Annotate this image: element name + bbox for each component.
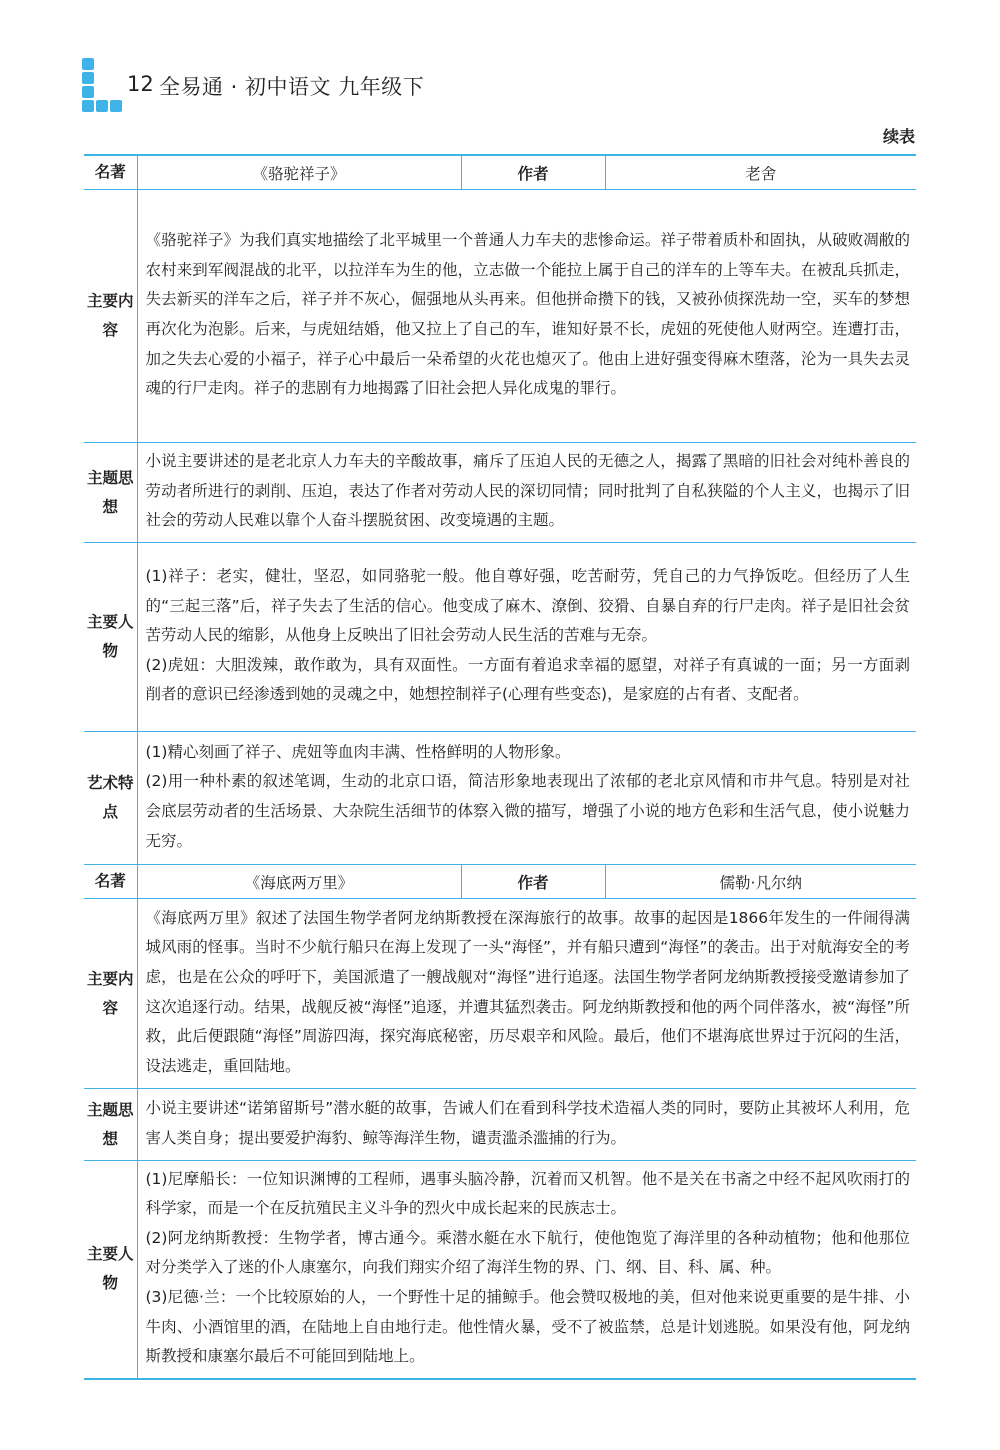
paragraph: 《骆驼祥子》为我们真实地描绘了北平城里一个普通人力车夫的悲惨命运。祥子带着质朴和固执，从破败凋敝的农村来到军阀混战的北平，以拉洋车为生的他，立志做一个能拉上属于自己的洋车的上等车夫。在被乱兵抓走，失去新买的洋车之后，祥子并不灰心，倔强地从头再来。但他拼命攒下的钱，又被孙侦探洗劫一空，买车的梦想再次化为泡影。后来，与虎妞结婚，他又拉上了自己的车，谁知好景不长，虎妞的死使他人财两空。连遭打击，加之失去心爱的小福子，祥子心中最后一朵希望的火花也熄灭了。他由上进好强变得麻木堕落，沦为一具失去灵魂的行尸走肉。祥子的悲剧有力地揭露了旧社会把人异化成鬼的罪行。 [145, 231, 910, 398]
table-row [84, 155, 916, 190]
paragraph: (3)尼德·兰：一个比较原始的人，一个野性十足的捕鲸手。他会赞叹极地的美，但对他来说更重要的是牛排、小牛肉、小酒馆里的酒，在陆地上自由地行走。他性情火暴，受不了被监禁，总是计划逃脱。如果没有他，阿龙纳斯教授和康塞尔最后不可能回到陆地上。 [145, 1288, 910, 1366]
table-row [84, 732, 916, 865]
section-content [137, 1089, 916, 1161]
series-logo-icon [80, 58, 124, 112]
book-title: 《骆驼祥子》 [137, 155, 461, 190]
paragraph: 小说主要讲述的是老北京人力车夫的辛酸故事，痛斥了压迫人民的无德之人，揭露了黑暗的旧社会对纯朴善良的劳动者所进行的剥削、压迫，表达了作者对劳动人民的深切同情；同时批判了自私狭隘的个人主义，也揭示了旧社会的劳动人民难以靠个人奋斗摆脱贫困、改变境遇的主题。 [145, 452, 910, 530]
section-content [137, 1161, 916, 1379]
table-row [84, 443, 916, 543]
paragraph: (2)用一种朴素的叙述笔调，生动的北京口语，简洁形象地表现出了浓郁的老北京风情和市井气息。特别是对社会底层劳动者的生活场景、大杂院生活细节的体察入微的描写，增强了小说的地方色彩和生活气息，使小说魅力无穷。 [145, 772, 910, 850]
paragraph: (1)尼摩船长：一位知识渊博的工程师，遇事头脑冷静，沉着而又机智。他不是关在书斋之中经不起风吹雨打的科学家，而是一个在反抗殖民主义斗争的烈火中成长起来的民族志士。 [145, 1169, 910, 1218]
section-content [137, 899, 916, 1089]
table-row [84, 1089, 916, 1161]
paragraph: (2)虎妞：大胆泼辣，敢作敢为，具有双面性。一方面有着追求幸福的愿望，对祥子有真诚的一面；另一方面剥削者的意识已经渗透到她的灵魂之中，她想控制祥子(心理有些变态)，是家庭的占有者、支配者。 [145, 655, 910, 704]
section-label: 主要人物 [84, 1161, 137, 1379]
continued-label: 续表 [882, 127, 915, 146]
section-content [137, 732, 916, 865]
table-row [84, 543, 916, 732]
table-row [84, 190, 916, 443]
paragraph: 小说主要讲述“诺第留斯号”潜水艇的故事，告诫人们在看到科学技术造福人类的同时，要防止其被坏人利用，危害人类自身；提出要爱护海豹、鲸等海洋生物，谴责滥杀滥捕的行为。 [145, 1098, 910, 1147]
section-label: 主题思想 [84, 443, 137, 543]
name-label: 名著 [84, 865, 137, 899]
paragraph: (2)阿龙纳斯教授：生物学者，博古通今。乘潜水艇在水下航行，使他饱览了海洋里的各种动植物；他和他那位对分类学入了迷的仆人康塞尔，向我们翔实介绍了海洋生物的界、门、纲、目、科、属、种。 [145, 1228, 910, 1277]
paragraph: (1)祥子：老实，健壮，坚忍，如同骆驼一般。他自尊好强，吃苦耐劳，凭自己的力气挣饭吃。但经历了人生的“三起三落”后，祥子失去了生活的信心。他变成了麻木、潦倒、狡猾、自暴自弃的行尸走肉。祥子是旧社会贫苦劳动人民的缩影，从他身上反映出了旧社会劳动人民生活的苦难与无奈。 [145, 567, 910, 645]
paragraph: 《海底两万里》叙述了法国生物学者阿龙纳斯教授在深海旅行的故事。故事的起因是1866年发生的一件闹得满城风雨的怪事。当时不少航行船只在海上发现了一头“海怪”，并有船只遭到“海怪”的袭击。出于对航海安全的考虑，也是在公众的呼吁下，美国派遣了一艘战舰对“海怪”进行追逐。法国生物学者阿龙纳斯教授接受邀请参加了这次追逐行动。结果，战舰反被“海怪”追逐，并遭其猛烈袭击。阿龙纳斯教授和他的两个同伴落水，被“海怪”所救，此后便跟随“海怪”周游四海，探究海底秘密，历尽艰辛和风险。最后，他们不堪海底世界过于沉闷的生活，设法逃走，重回陆地。 [145, 908, 910, 1075]
section-label: 艺术特点 [84, 732, 137, 865]
author-name: 儒勒·凡尔纳 [605, 865, 916, 899]
section-label: 主要内容 [84, 899, 137, 1089]
book-series-title: 全易通 · 初中语文 九年级下 [159, 75, 425, 99]
author-name: 老舍 [605, 155, 916, 190]
table-row [84, 865, 916, 899]
book-title: 《海底两万里》 [137, 865, 461, 899]
section-label: 主题思想 [84, 1089, 137, 1161]
author-label: 作者 [461, 155, 605, 190]
paragraph: (1)精心刻画了祥子、虎妞等血肉丰满、性格鲜明的人物形象。 [145, 742, 571, 761]
section-content [137, 543, 916, 732]
section-content [137, 443, 916, 543]
literature-table [84, 154, 916, 1380]
table-row [84, 1161, 916, 1379]
page-number: 12 [127, 72, 154, 96]
section-label: 主要人物 [84, 543, 137, 732]
section-content [137, 190, 916, 443]
table-row [84, 899, 916, 1089]
section-label: 主要内容 [84, 190, 137, 443]
name-label: 名著 [84, 155, 137, 190]
author-label: 作者 [461, 865, 605, 899]
